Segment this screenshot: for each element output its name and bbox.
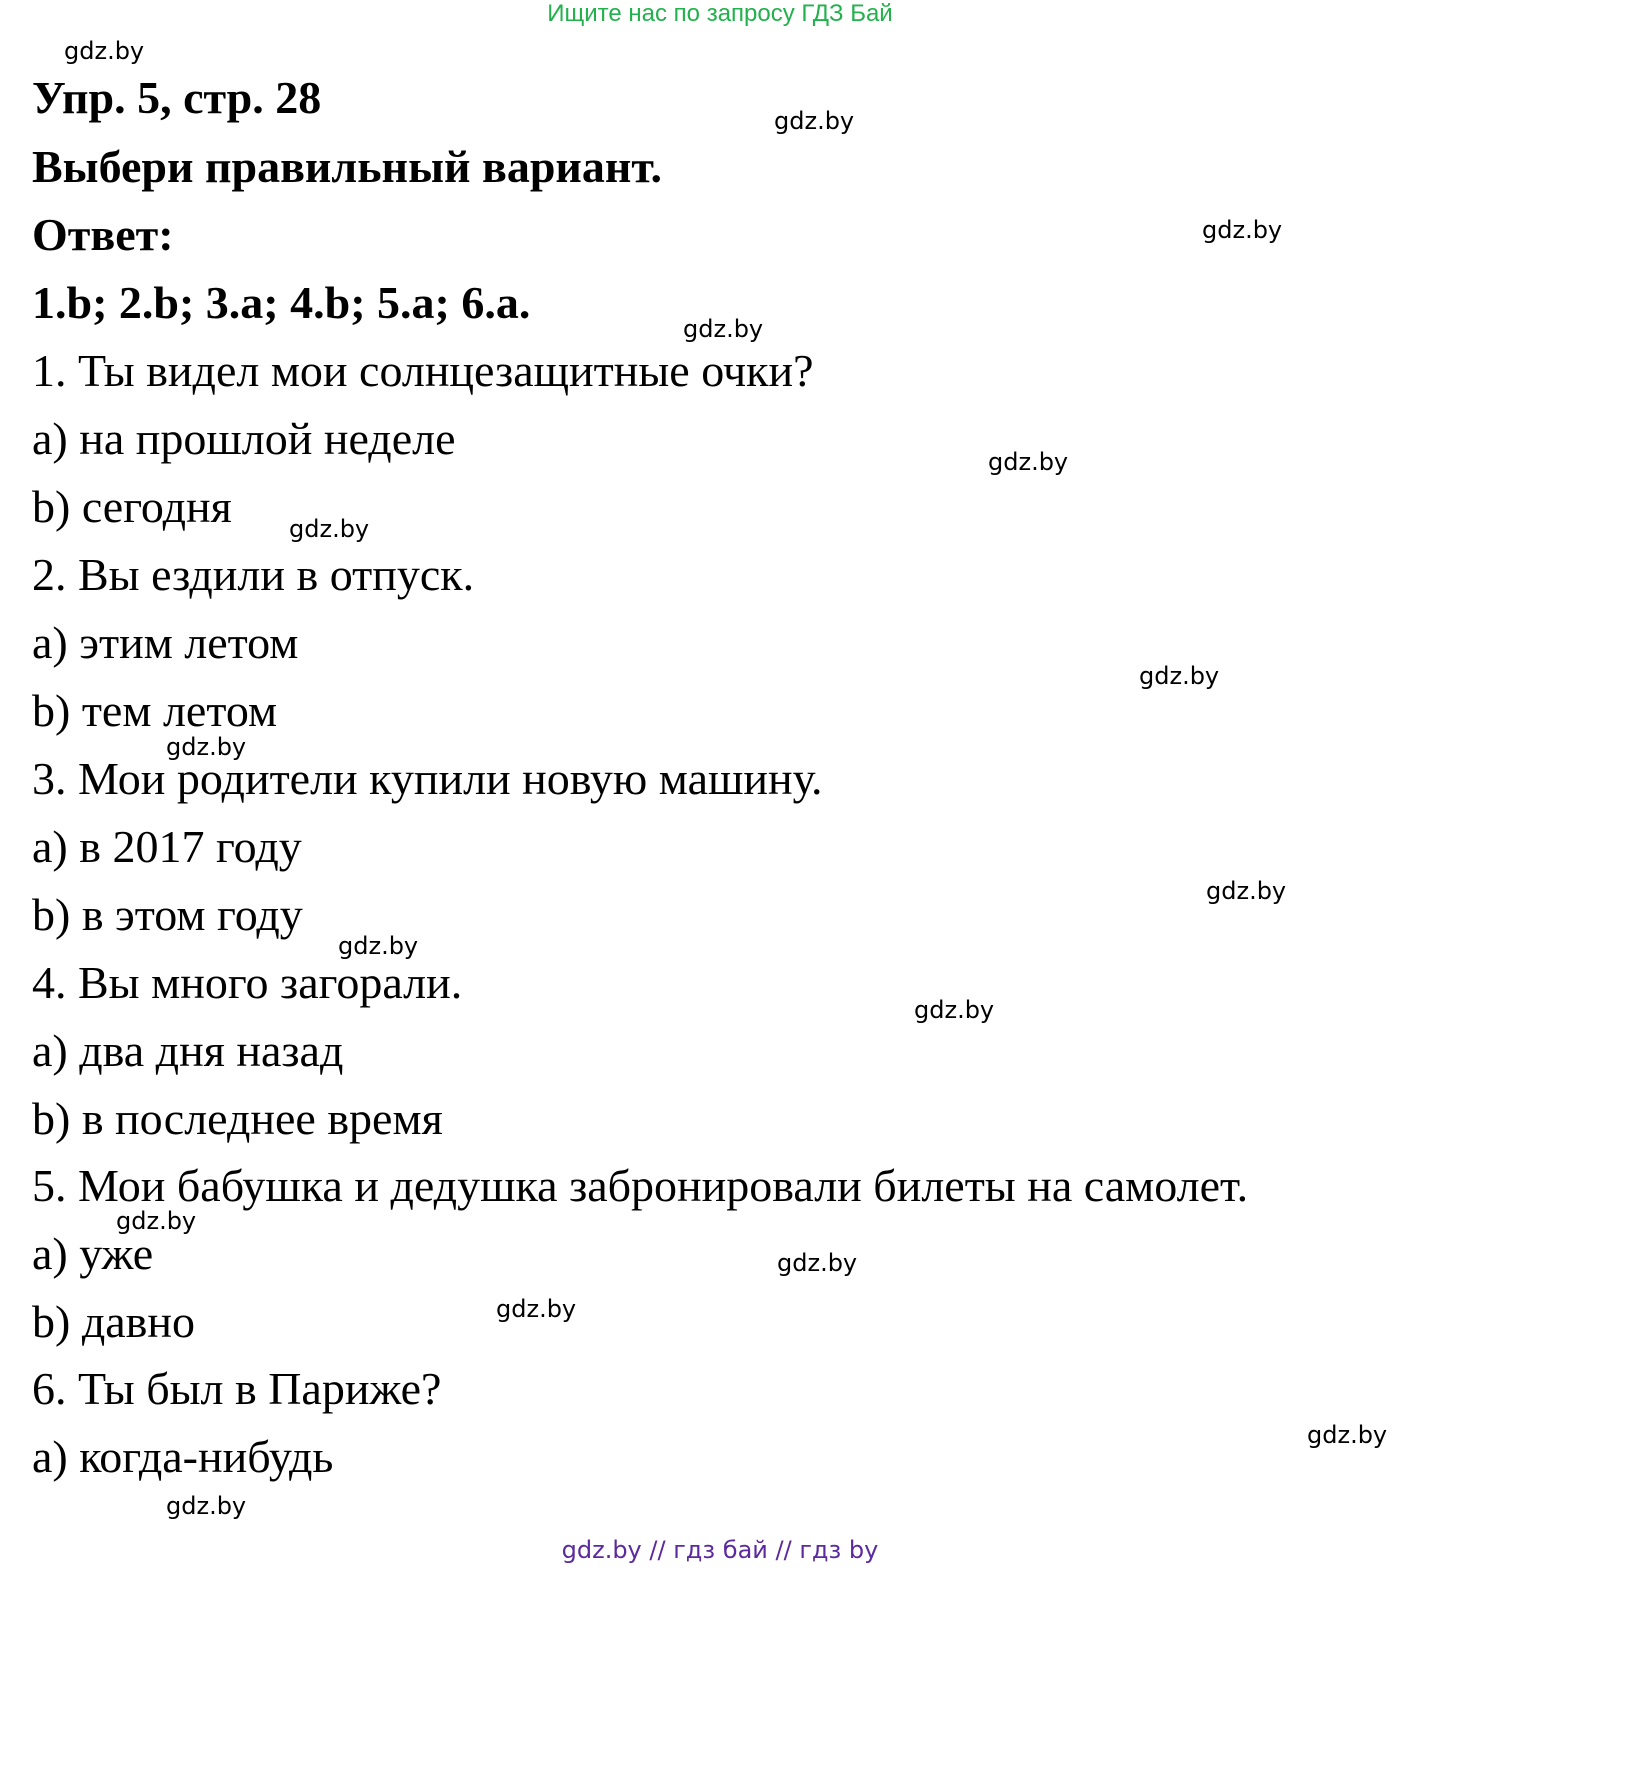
watermark: gdz.by [1202, 216, 1283, 244]
option-1a: a) на прошлой неделе [32, 413, 456, 464]
watermark: gdz.by [166, 1492, 247, 1520]
watermark: gdz.by [338, 932, 419, 960]
watermark: gdz.by [289, 515, 370, 543]
watermark: gdz.by [914, 996, 995, 1024]
option-6a: a) когда-нибудь [32, 1431, 334, 1482]
option-2a: a) этим летом [32, 617, 299, 668]
watermark: gdz.by [988, 448, 1069, 476]
question-3: 3. Мои родители купили новую машину. [32, 753, 823, 804]
watermark: gdz.by [1307, 1421, 1388, 1449]
watermark: gdz.by [777, 1249, 858, 1277]
question-1: 1. Ты видел мои солнцезащитные очки? [32, 345, 814, 396]
option-3a: a) в 2017 году [32, 821, 302, 872]
question-4: 4. Вы много загорали. [32, 957, 463, 1008]
question-5: 5. Мои бабушка и дедушка забронировали билеты на самолет. [32, 1160, 1249, 1211]
option-1b: b) сегодня [32, 481, 232, 532]
search-banner[interactable]: Ищите нас по запросу ГДЗ Бай [547, 0, 893, 27]
watermark: gdz.by [1206, 877, 1287, 905]
option-3b: b) в этом году [32, 889, 303, 940]
option-2b: b) тем летом [32, 685, 278, 736]
footer-links[interactable]: gdz.by // гдз бай // гдз by [561, 1536, 879, 1564]
watermark: gdz.by [64, 37, 145, 65]
question-2: 2. Вы ездили в отпуск. [32, 549, 475, 600]
exercise-title: Упр. 5, стр. 28 [32, 72, 322, 123]
option-5b: b) давно [32, 1296, 195, 1347]
watermark: gdz.by [1139, 662, 1220, 690]
watermark: gdz.by [116, 1207, 197, 1235]
watermark: gdz.by [683, 315, 764, 343]
question-6: 6. Ты был в Париже? [32, 1363, 442, 1414]
watermark: gdz.by [166, 733, 247, 761]
answer-label: Ответ: [32, 209, 174, 260]
watermark: gdz.by [496, 1295, 577, 1323]
option-4a: a) два дня назад [32, 1025, 344, 1076]
option-5a: a) уже [32, 1228, 154, 1279]
option-4b: b) в последнее время [32, 1093, 443, 1144]
watermark: gdz.by [774, 107, 855, 135]
answer-key: 1.b; 2.b; 3.a; 4.b; 5.a; 6.a. [32, 277, 531, 328]
task-instruction: Выбери правильный вариант. [32, 141, 663, 192]
